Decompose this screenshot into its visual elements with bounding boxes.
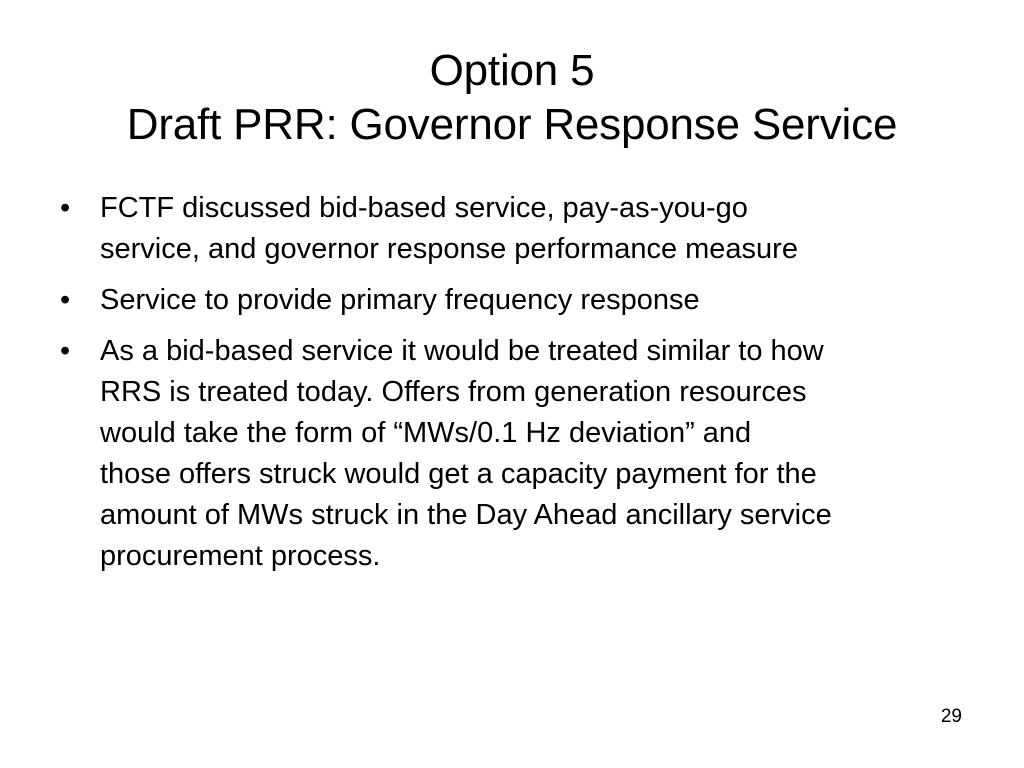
bullet-line: Service to provide primary frequency response <box>100 284 700 316</box>
bullet-item <box>60 188 980 270</box>
title-line-1: Option 5 <box>429 46 595 95</box>
bullet-line: amount of MWs struck in the Day Ahead ancillary service <box>100 499 832 531</box>
slide-number: 29 <box>940 706 962 727</box>
bullet-line: service, and governor response performance measure <box>100 233 798 265</box>
bullet-list <box>60 188 980 587</box>
bullet-item <box>60 280 980 321</box>
bullet-line: As a bid-based service it would be treated similar to how <box>100 335 824 367</box>
bullet-marker: • <box>60 335 71 367</box>
title-line-2: Draft PRR: Governor Response Service <box>126 100 898 149</box>
bullet-item <box>60 331 980 577</box>
bullet-line: FCTF discussed bid-based service, pay-as-you-go <box>100 192 748 224</box>
bullet-marker: • <box>60 284 71 316</box>
bullet-line: RRS is treated today. Offers from generation resources <box>100 376 807 408</box>
bullet-line: those offers struck would get a capacity payment for the <box>100 458 817 490</box>
bullet-line: procurement process. <box>100 540 381 572</box>
bullet-marker: • <box>60 192 71 224</box>
bullet-line: would take the form of “MWs/0.1 Hz deviation” and <box>100 417 752 449</box>
slide-title <box>40 44 984 152</box>
